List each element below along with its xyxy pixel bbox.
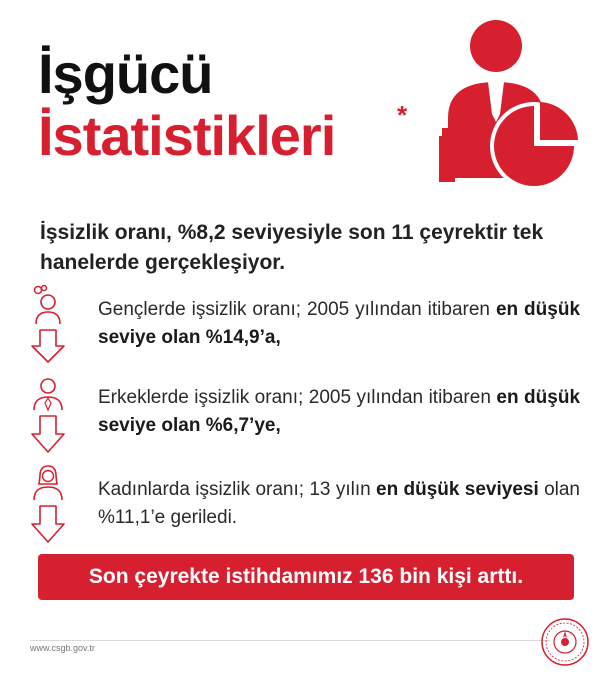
man-person-down-arrow-icon — [28, 376, 68, 456]
headline: İşsizlik oranı, %8,2 seviyesiyle son 11 çeyrektir tek hanelerde gerçekleşiyor. — [40, 221, 544, 274]
title-line-1: İşgücü — [38, 42, 213, 105]
footer-divider — [30, 640, 550, 641]
men-unemployment-text — [98, 384, 580, 440]
title-line-2: İstatistikleri — [38, 104, 336, 167]
ministry-seal-icon — [540, 617, 590, 667]
youth-text-bold: en düşük seviye olan %14,9’a, — [98, 299, 581, 348]
youth-text-regular: Gençlerde işsizlik oranı; 2005 yılından itibaren — [98, 299, 490, 320]
women-text-after: olan %11,1’e geriledi. — [98, 479, 580, 528]
worker-pie-chart-icon — [436, 18, 586, 198]
youth-unemployment-text — [98, 296, 580, 352]
women-unemployment-text — [98, 476, 580, 532]
footer-url[interactable]: www.csgb.gov.tr — [30, 643, 95, 653]
men-text-regular: Erkeklerde işsizlik oranı; 2005 yılından itibaren — [98, 387, 491, 408]
employment-banner: Son çeyrekte istihdamımız 136 bin kişi arttı. — [38, 554, 574, 600]
women-text-bold: en düşük seviyesi — [376, 479, 539, 500]
title-asterisk: * — [397, 100, 408, 130]
women-text-regular: Kadınlarda işsizlik oranı; 13 yılın — [98, 479, 371, 500]
men-text-bold: en düşük seviye olan %6,7’ye, — [98, 387, 581, 436]
youth-person-down-arrow-icon — [28, 284, 68, 364]
woman-person-down-arrow-icon — [28, 464, 68, 544]
